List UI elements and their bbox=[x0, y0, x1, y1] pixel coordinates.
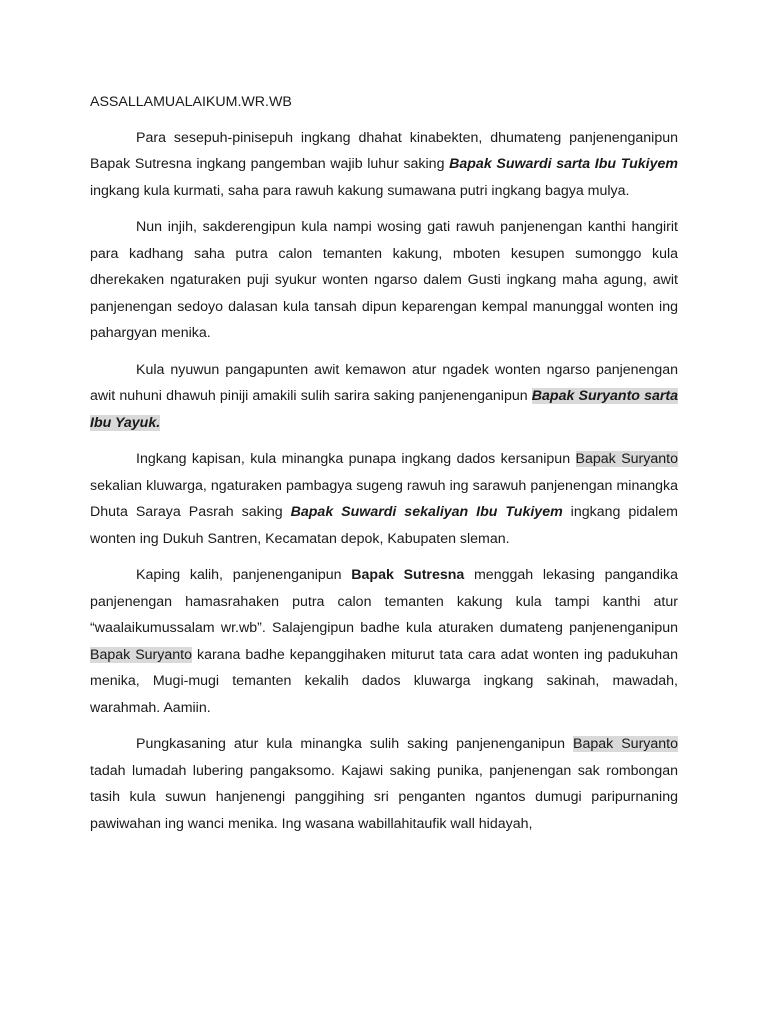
paragraph-4-text-end: ingkang pidalem wonten ing Dukuh Santren, Kecamatan depok, Kabupaten sleman. bbox=[90, 504, 679, 547]
name-highlighted: Bapak Suryanto bbox=[90, 646, 192, 663]
paragraph-2-text: Nun injih, sakderengipun kula nampi wosing gati rawuh panjenengan kanthi hangirit para kadhang saha putra calon temanten kakung, mboten kesupen sumonggo kula dherekaken ngaturaken puji syukur wonten ngarso dalem Gusti ingkang maha agung, awit panjenengan sedoyo dalasan kula tansah dipun keparengan kempal manunggal wonten ing pahargyan menika. bbox=[90, 219, 678, 341]
paragraph-6 bbox=[90, 731, 678, 837]
name-bold: Bapak Sutresna bbox=[351, 567, 465, 583]
paragraph-4-text: Ingkang kapisan, kula minangka punapa ingkang dados kersanipun bbox=[136, 451, 576, 467]
name-bold-italic-highlighted: Bapak Suryanto sarta Ibu Yayuk. bbox=[90, 388, 679, 431]
greeting: ASSALLAMUALAIKUM.WR.WB bbox=[90, 94, 292, 110]
paragraph-4 bbox=[90, 446, 678, 552]
name-highlighted: Bapak Suryanto bbox=[575, 451, 678, 467]
paragraph-5 bbox=[90, 562, 678, 721]
document-page bbox=[90, 89, 678, 847]
name-bold-italic: Bapak Suwardi sekaliyan Ibu Tukiyem bbox=[290, 504, 563, 520]
paragraph-3-text: Kula nyuwun pangapunten awit kemawon atur ngadek wonten ngarso panjenengan awit nuhuni dhawuh piniji amakili sulih sarira saking panjenenganipun bbox=[90, 361, 678, 404]
paragraph-1-text: Para sesepuh-pinisepuh ingkang dhahat kinabekten, dhumateng panjenenganipun Bapak Sutresna ingkang pangemban wajib luhur saking bbox=[90, 129, 678, 172]
paragraph-4-text-mid: sekalian kluwarga, ngaturaken pambagya sugeng rawuh ing sarawuh panjenengan minangka Dhuta Saraya Pasrah saking bbox=[90, 477, 678, 520]
paragraph-5-text: Kaping kalih, panjenenganipun bbox=[136, 567, 352, 583]
paragraph-6-text-end: tadah lumadah lubering pangaksomo. Kajawi saking punika, panjenengan sak rombongan tasih kula suwun hanjenengi panggihing sri penganten ngantos dumugi paripurnaning pawiwahan ing wanci menika. Ing wasana wabillahitaufik wall hidayah, bbox=[90, 762, 678, 832]
paragraph-5-text-end: karana badhe kepanggihaken miturut tata cara adat wonten ing padukuhan menika, Mugi-mugi temanten kekalih dados kluwarga ingkang sakinah, mawadah, warahmah. Aamiin. bbox=[90, 646, 678, 716]
paragraph-2 bbox=[90, 214, 678, 347]
paragraph-5-text-mid: menggah lekasing pangandika panjenengan hamasrahaken putra calon temanten kakung kula tampi kanthi atur “waalaikumussalam wr.wb”. Salajengipun badhe kula aturaken dumateng panjenenganipun bbox=[90, 567, 678, 636]
paragraph-1-text-end: ingkang kula kurmati, saha para rawuh kakung sumawana putri ingkang bagya mulya. bbox=[90, 182, 630, 199]
paragraph-3 bbox=[90, 357, 678, 437]
name-highlighted: Bapak Suryanto bbox=[572, 736, 678, 752]
paragraph-6-text: Pungkasaning atur kula minangka sulih saking panjenenganipun bbox=[136, 736, 573, 752]
name-bold-italic: Bapak Suwardi sarta Ibu Tukiyem bbox=[449, 156, 679, 172]
paragraph-1 bbox=[90, 125, 678, 205]
